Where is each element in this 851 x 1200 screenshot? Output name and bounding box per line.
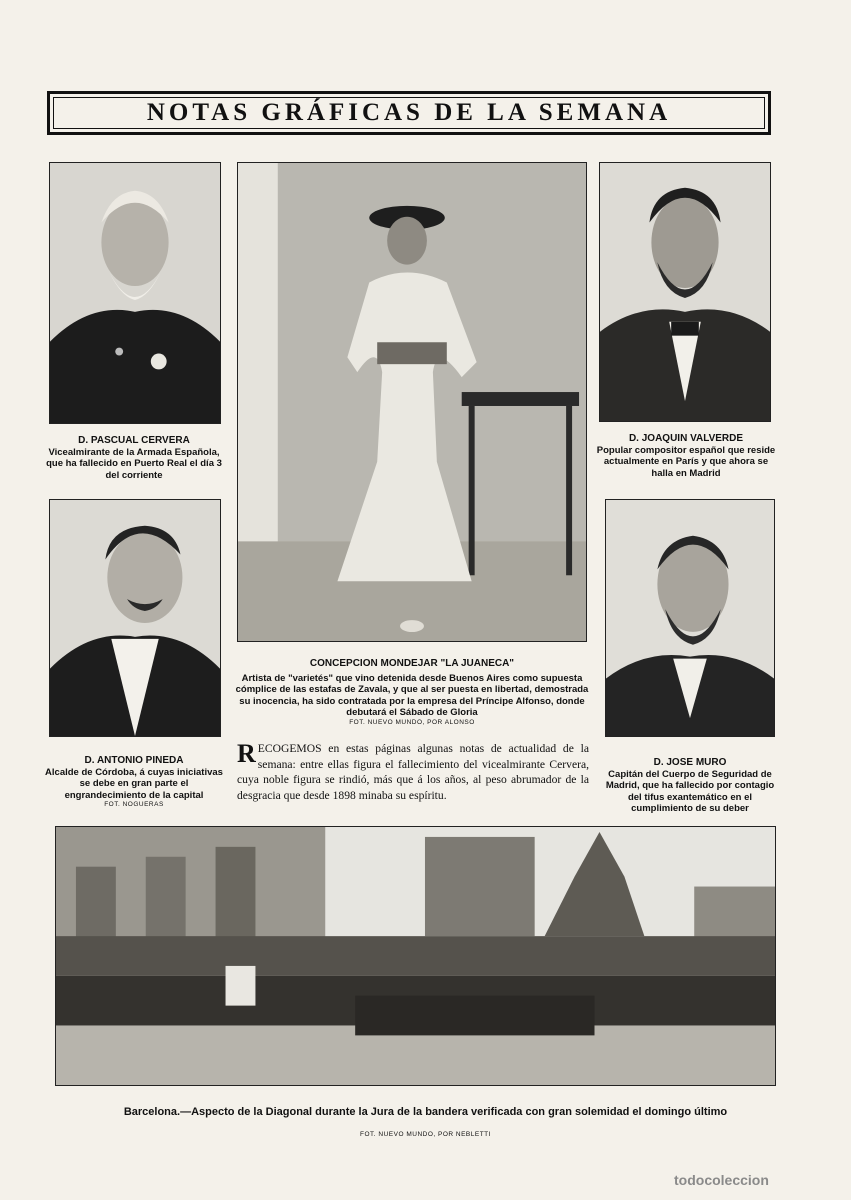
portrait-muro: [605, 499, 775, 737]
portrait-pineda: [49, 499, 221, 737]
caption-la-juaneca: [232, 658, 592, 726]
photo-barcelona-diagonal: [55, 826, 776, 1086]
caption-la-juaneca-credit: FOT. NUEVO MUNDO, POR ALONSO: [349, 718, 475, 726]
caption-pineda-name: D. ANTONIO PINEDA: [84, 755, 184, 766]
caption-cervera-name: D. PASCUAL CERVERA: [78, 435, 190, 446]
portrait-cervera: [49, 162, 221, 424]
caption-pineda: [44, 755, 224, 809]
caption-cervera: [44, 435, 224, 481]
page-title: NOTAS GRÁFICAS DE LA SEMANA: [146, 99, 672, 126]
photo-la-juaneca: [237, 162, 587, 642]
caption-pineda-credit: FOT. NOGUERAS: [104, 801, 164, 809]
article-text: [237, 741, 589, 804]
caption-la-juaneca-name: CONCEPCION MONDEJAR "LA JUANECA": [309, 658, 515, 669]
article-body: ECOGEMOS en estas páginas algunas notas de actualidad de la semana: entre ellas figura el fallecimiento del vicealmirante Cervera, cuya noble figura se rindió, más que á los años, al peso abrumador de la desgracia que desde 1898 minaba su espíritu.: [237, 742, 589, 802]
caption-barcelona-credit-wrap: [40, 1122, 811, 1141]
caption-muro-desc: Capitán del Cuerpo de Seguridad de Madrid, que ha fallecido por contagio del tifus exantemático en el cumplimiento de su deber: [605, 769, 775, 815]
caption-barcelona-credit: FOT. NUEVO MUNDO, POR NEBLETTI: [360, 1131, 491, 1138]
caption-barcelona: Barcelona.—Aspecto de la Diagonal durante la Jura de la bandera verificada con gran solemidad el domingo último: [123, 1106, 728, 1118]
watermark-text: todocoleccion: [674, 1172, 769, 1188]
article-dropcap: R: [237, 739, 256, 768]
caption-cervera-desc: Vicealmirante de la Armada Española, que ha fallecido en Puerto Real el día 3 del corriente: [46, 447, 222, 481]
portrait-valverde: [599, 162, 771, 422]
watermark-logo: [674, 1172, 769, 1188]
caption-valverde-desc: Popular compositor español que reside actualmente en París y que ahora se halla en Madrid: [596, 445, 776, 479]
caption-muro: [602, 757, 778, 815]
caption-valverde-name: D. JOAQUIN VALVERDE: [628, 433, 744, 444]
page-title-box: [47, 91, 771, 135]
caption-muro-name: D. JOSE MURO: [653, 757, 727, 768]
caption-pineda-desc: Alcalde de Córdoba, á cuyas iniciativas se debe en gran parte el engrandecimiento de la capital: [45, 767, 223, 801]
caption-valverde: [596, 433, 776, 479]
caption-la-juaneca-desc: Artista de "varietés" que vino detenida desde Buenos Aires como supuesta cómplice de las estafas de Zavala, y que al ser puesta en libertad, demostrada su inocencia, ha sido contratada por la empresa del Príncipe Alfonso, donde debutará el Sábado de Gloria: [235, 673, 589, 719]
